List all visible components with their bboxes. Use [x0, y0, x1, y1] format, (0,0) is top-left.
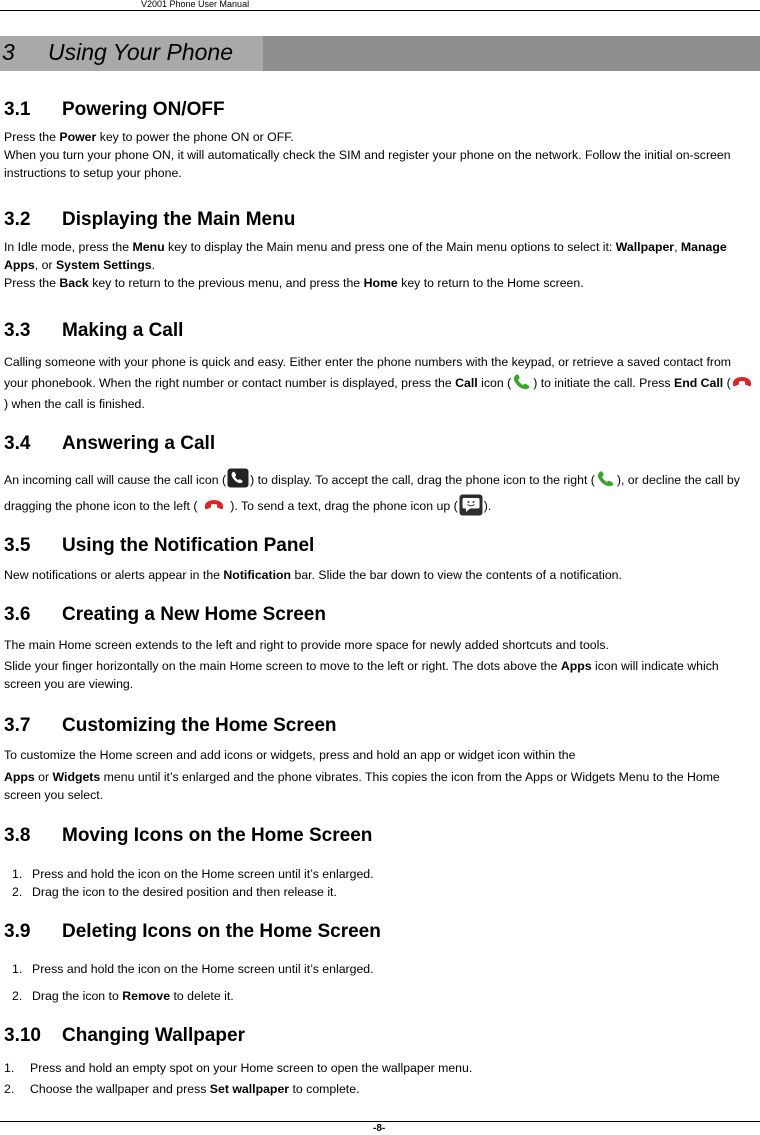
numbered-list — [12, 956, 760, 1010]
section-title: Using the Notification Panel — [62, 535, 315, 556]
section-number: 3.1 — [4, 99, 31, 120]
paragraph: An incoming call will cause the call icon ( ) to display. To accept the call, drag the phone icon to the right ( ), or decline the call by dragging the phone icon to the left ( ). To send a text, drag the phone icon up ( ). — [4, 467, 754, 519]
section-3-5 — [0, 534, 760, 584]
section-3-2 — [0, 208, 760, 292]
section-heading — [0, 98, 760, 122]
chapter-heading-band — [0, 36, 760, 71]
paragraph: To customize the Home screen and add icons or widgets, press and hold an app or widget icon within the — [4, 748, 576, 762]
section-3-7 — [0, 714, 760, 804]
paragraph: Press the Back key to return to the previous menu, and press the Home key to return to the Home screen. — [4, 276, 584, 290]
section-title: Making a Call — [62, 320, 184, 341]
paragraph: In Idle mode, press the Menu key to display the Main menu and press one of the Main menu options to select it: Wallpaper, Manage Apps, or System Settings. — [4, 240, 727, 272]
section-number: 3.5 — [4, 535, 31, 556]
section-heading — [0, 1024, 760, 1048]
paragraph: Press the Power key to power the phone ON or OFF. — [4, 130, 294, 144]
section-3-4 — [0, 432, 760, 519]
numbered-list — [4, 1058, 760, 1100]
section-title: Displaying the Main Menu — [62, 209, 296, 230]
header-rule — [0, 10, 760, 11]
section-3-3 — [0, 319, 760, 415]
page-number: -8- — [373, 1123, 386, 1134]
numbered-list — [12, 865, 760, 901]
section-number: 3.8 — [4, 825, 31, 846]
end-call-icon — [732, 373, 752, 391]
section-number: 3.10 — [4, 1025, 41, 1046]
paragraph: Calling someone with your phone is quick and easy. Either enter the phone numbers with the keypad, or retrieve a saved contact from your phonebook. When the right number or contact number is displayed, press the Call icon ( ) to initiate the call. Press End Call ( ) when the call is finished. — [4, 352, 754, 415]
section-heading — [0, 603, 760, 627]
section-number: 3.4 — [4, 433, 31, 454]
paragraph: When you turn your phone ON, it will automatically check the SIM and register your phone on the network. Follow the initial on-screen instructions to setup your phone. — [4, 148, 731, 180]
list-item: 1. Press and hold the icon on the Home screen until it’s enlarged. — [12, 962, 374, 976]
accept-call-icon — [596, 470, 616, 488]
section-3-6 — [0, 603, 760, 693]
list-item: 2. Drag the icon to Remove to delete it. — [12, 989, 234, 1003]
section-heading — [0, 432, 760, 456]
list-item: 1. Press and hold an empty spot on your Home screen to open the wallpaper menu. — [4, 1061, 473, 1075]
section-number: 3.2 — [4, 209, 31, 230]
paragraph: New notifications or alerts appear in the Notification bar. Slide the bar down to view the contents of a notification. — [4, 568, 622, 582]
section-title: Moving Icons on the Home Screen — [62, 825, 373, 846]
section-heading — [0, 208, 760, 232]
paragraph: The main Home screen extends to the left and right to provide more space for newly added shortcuts and tools. — [4, 638, 609, 652]
paragraph: Slide your finger horizontally on the main Home screen to move to the left or right. The dots above the Apps icon will indicate which screen you are viewing. — [4, 659, 719, 691]
section-number: 3.9 — [4, 921, 31, 942]
section-heading — [0, 714, 760, 738]
section-title: Creating a New Home Screen — [62, 604, 326, 625]
chapter-title: Using Your Phone — [48, 39, 233, 65]
paragraph: Apps or Widgets menu until it’s enlarged and the phone vibrates. This copies the icon from the Apps or Widgets Menu to the Home screen you select. — [4, 770, 720, 802]
list-item: 2. Drag the icon to the desired position and then release it. — [12, 885, 337, 899]
section-title: Powering ON/OFF — [62, 99, 225, 120]
list-item: 2. Choose the wallpaper and press Set wallpaper to complete. — [4, 1082, 360, 1096]
decline-call-icon — [202, 496, 226, 514]
chapter-number: 3 — [2, 39, 15, 65]
section-number: 3.7 — [4, 715, 31, 736]
section-number: 3.3 — [4, 320, 31, 341]
section-3-1 — [0, 98, 760, 182]
phone-call-icon — [512, 373, 532, 391]
section-title: Customizing the Home Screen — [62, 715, 337, 736]
section-title: Changing Wallpaper — [62, 1025, 245, 1046]
section-heading — [0, 319, 760, 343]
section-3-9 — [0, 920, 760, 1010]
incoming-call-icon — [227, 468, 249, 488]
section-number: 3.6 — [4, 604, 31, 625]
section-3-10 — [0, 1024, 760, 1100]
message-icon — [459, 494, 483, 516]
section-heading — [0, 920, 760, 944]
section-3-8 — [0, 824, 760, 901]
section-heading — [0, 824, 760, 848]
list-item: 1. Press and hold the icon on the Home screen until it’s enlarged. — [12, 867, 374, 881]
section-heading — [0, 534, 760, 558]
footer-rule — [0, 1121, 760, 1122]
section-title: Answering a Call — [62, 433, 216, 454]
running-header: V2001 Phone User Manual — [141, 0, 250, 9]
section-title: Deleting Icons on the Home Screen — [62, 921, 381, 942]
